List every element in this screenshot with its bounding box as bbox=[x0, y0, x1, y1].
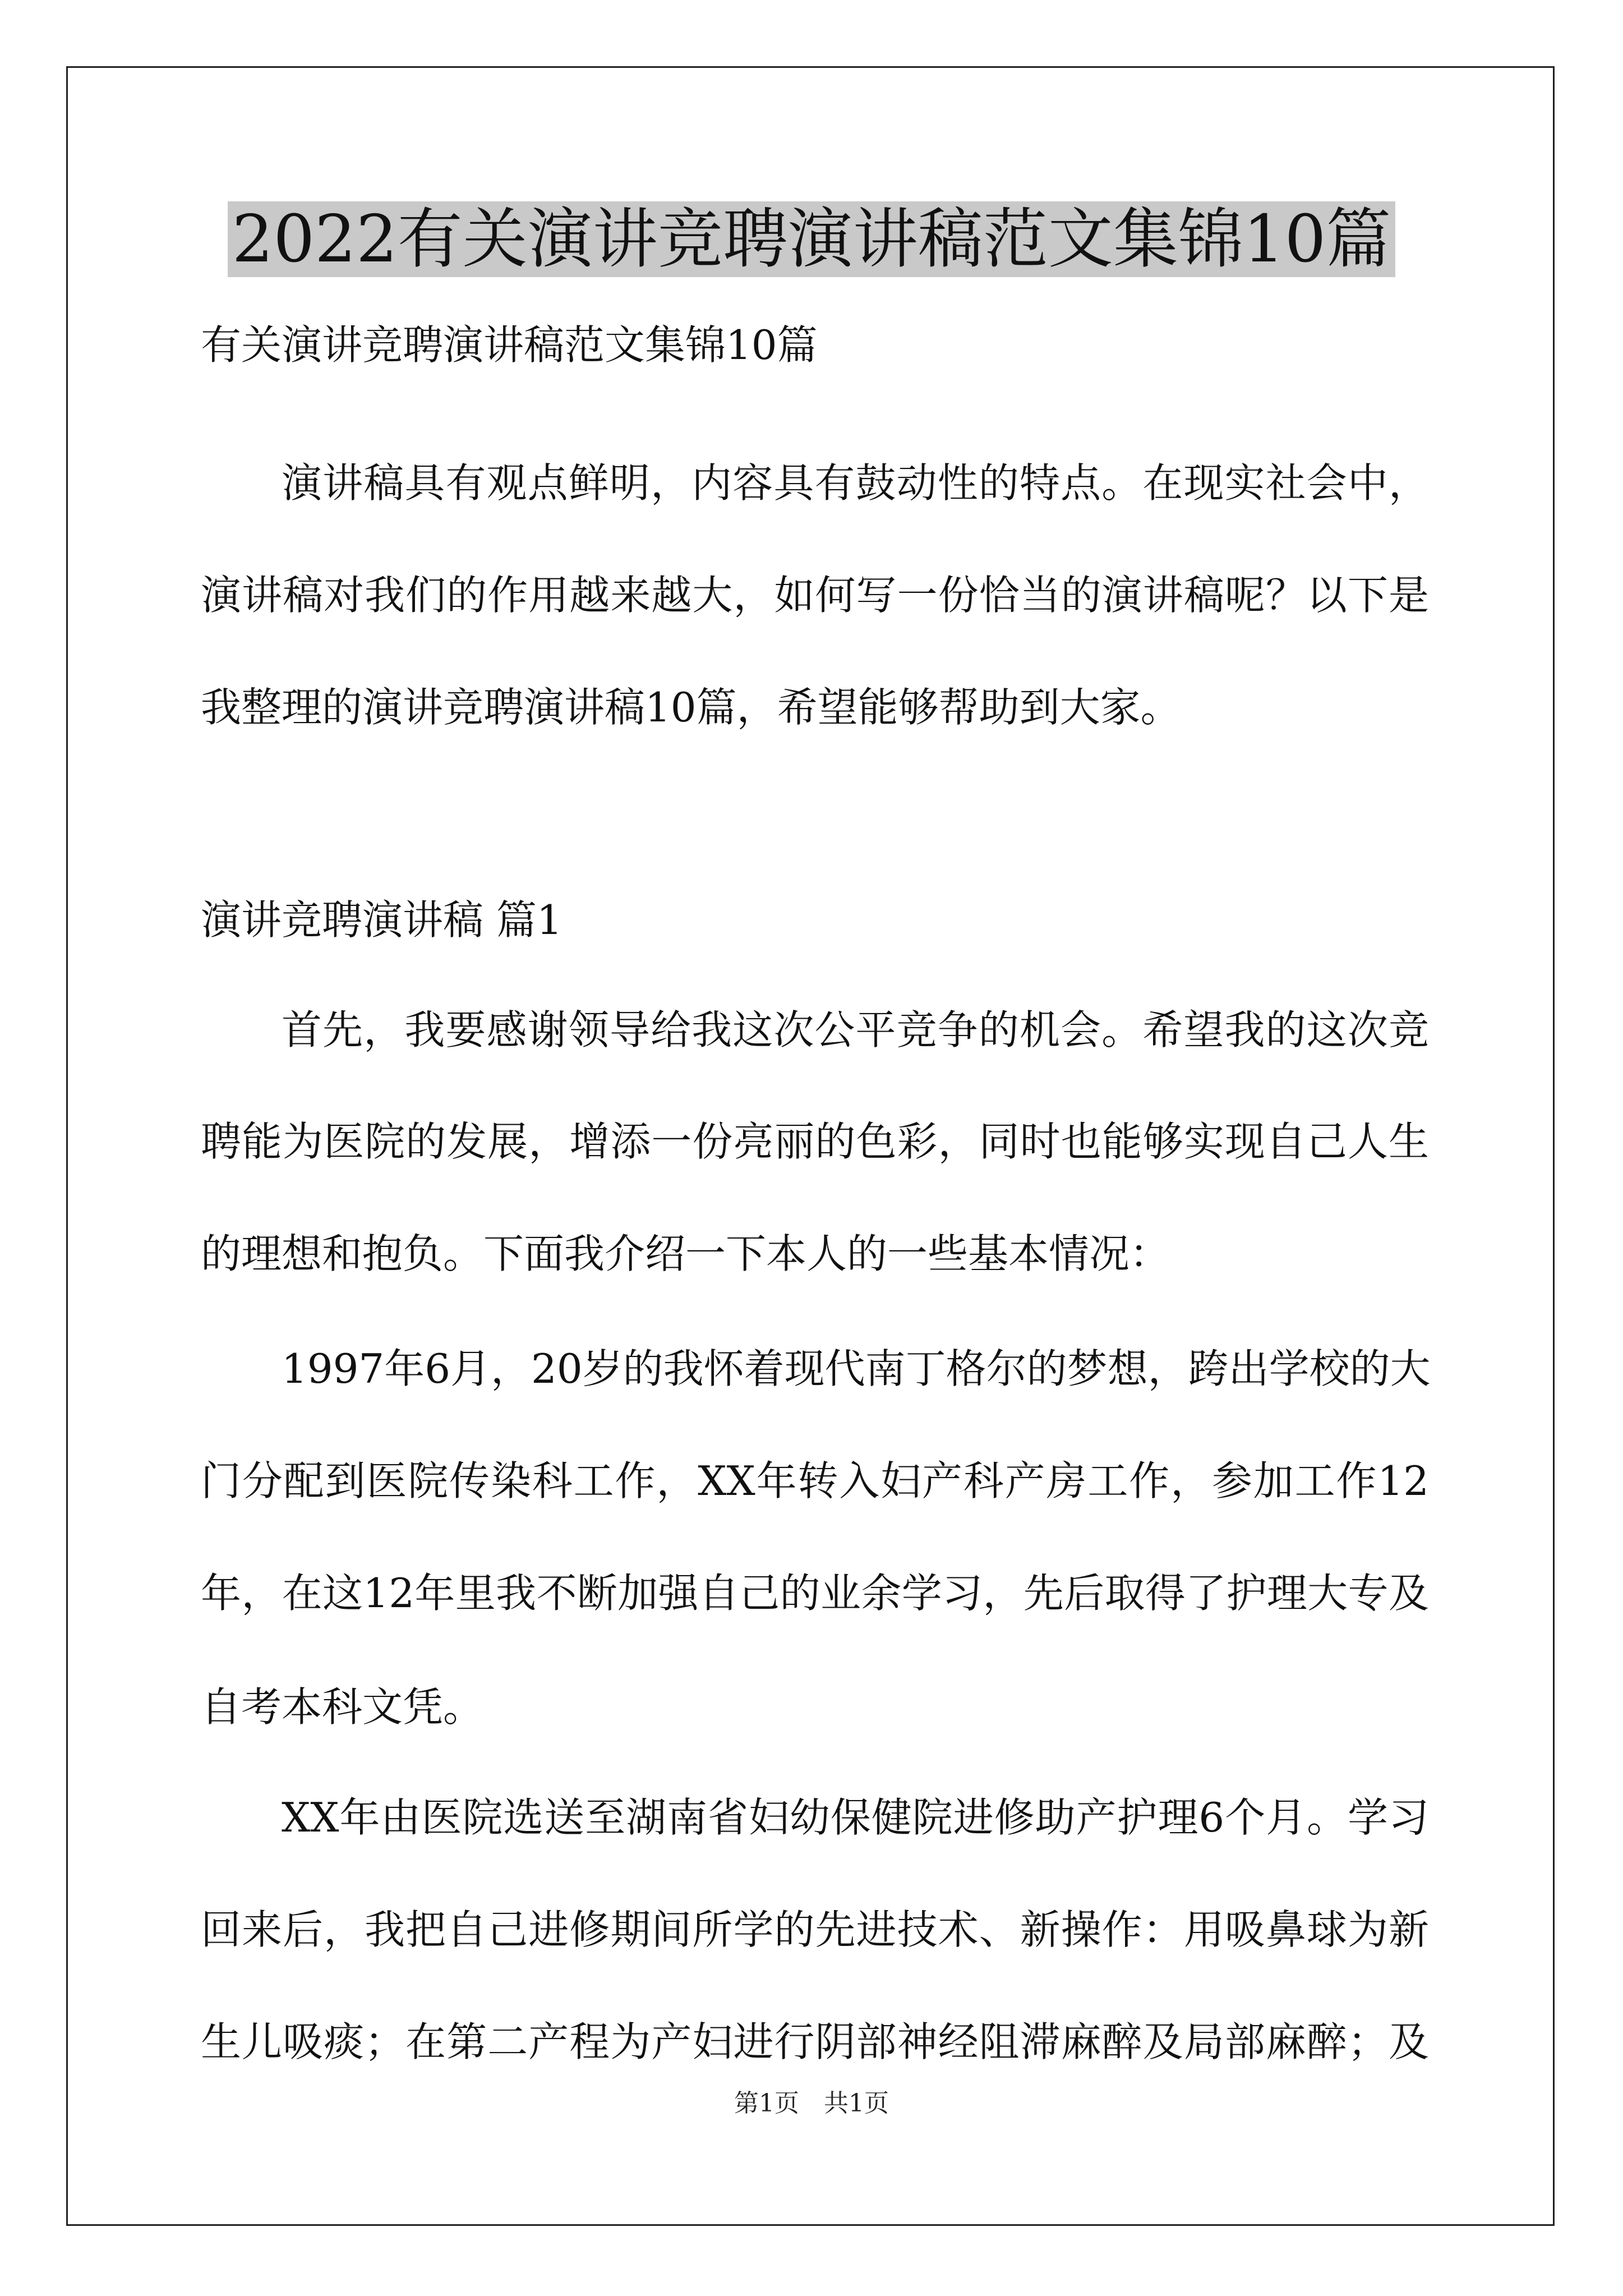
para1-line-2: 聘能为医院的发展，增添一份亮丽的色彩，同时也能够实现自己人生 bbox=[201, 1118, 1429, 1165]
section-heading: 演讲竞聘演讲稿 篇1 bbox=[201, 896, 562, 944]
para3-line-1: XX年由医院选送至湖南省妇幼保健院进修助产护理6个月。学习 bbox=[282, 1794, 1429, 1841]
para1-line-3: 的理想和抱负。下面我介绍一下本人的一些基本情况： bbox=[201, 1230, 1170, 1277]
intro-line-3: 我整理的演讲竞聘演讲稿10篇，希望能够帮助到大家。 bbox=[201, 684, 1181, 731]
intro-line-2: 演讲稿对我们的作用越来越大，如何写一份恰当的演讲稿呢？以下是 bbox=[201, 572, 1429, 619]
document-title-text: 2022有关演讲竞聘演讲稿范文集锦10篇 bbox=[228, 201, 1396, 277]
para3-line-2: 回来后，我把自己进修期间所学的先进技术、新操作：用吸鼻球为新 bbox=[201, 1906, 1429, 1953]
document-title bbox=[0, 197, 1623, 282]
para3-line-3: 生儿吸痰；在第二产程为产妇进行阴部神经阻滞麻醉及局部麻醉；及 bbox=[201, 2018, 1429, 2065]
page-footer: 第1页 共1页 bbox=[734, 2089, 889, 2118]
para2-line-4: 自考本科文凭。 bbox=[201, 1683, 484, 1731]
intro-line-1: 演讲稿具有观点鲜明，内容具有鼓动性的特点。在现实社会中， bbox=[282, 459, 1429, 507]
para1-line-1: 首先，我要感谢领导给我这次公平竞争的机会。希望我的这次竞 bbox=[282, 1006, 1429, 1053]
subtitle: 有关演讲竞聘演讲稿范文集锦10篇 bbox=[201, 321, 818, 369]
para2-line-3: 年，在这12年里我不断加强自己的业余学习，先后取得了护理大专及 bbox=[201, 1570, 1429, 1617]
para2-line-2: 门分配到医院传染科工作，XX年转入妇产科产房工作，参加工作12 bbox=[201, 1457, 1429, 1504]
para2-line-1: 1997年6月，20岁的我怀着现代南丁格尔的梦想，跨出学校的大 bbox=[282, 1345, 1431, 1392]
